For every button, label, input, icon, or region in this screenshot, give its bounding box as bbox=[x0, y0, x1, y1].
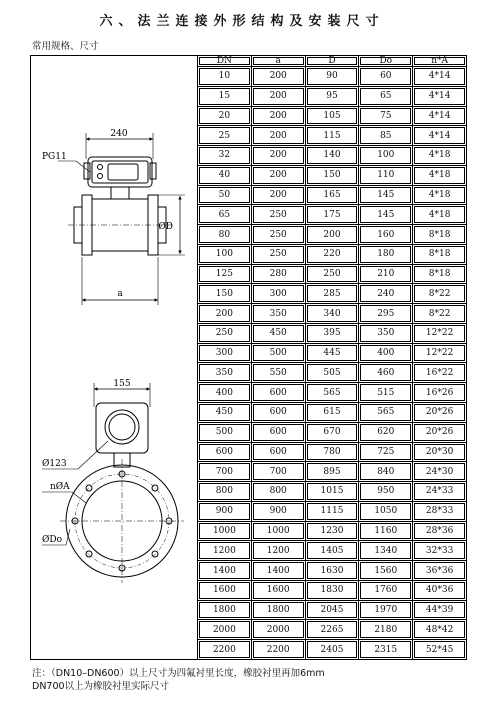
table-cell: 145 bbox=[359, 185, 413, 205]
dim-240-label: 240 bbox=[110, 129, 128, 139]
table-cell: 24*30 bbox=[413, 462, 467, 482]
table-cell: 24*33 bbox=[413, 482, 467, 502]
table-cell: 8*22 bbox=[413, 304, 467, 324]
table-row bbox=[198, 541, 467, 561]
table-cell: 95 bbox=[305, 86, 359, 106]
table-cell: 2315 bbox=[359, 640, 413, 660]
table-cell: 565 bbox=[305, 383, 359, 403]
table-cell: 2000 bbox=[251, 620, 305, 640]
table-cell: 40 bbox=[198, 165, 252, 185]
table-cell: 1630 bbox=[305, 561, 359, 581]
table-cell: 75 bbox=[359, 106, 413, 126]
table-cell: 65 bbox=[359, 86, 413, 106]
table-cell: 500 bbox=[198, 422, 252, 442]
table-cell: 500 bbox=[251, 343, 305, 363]
table-cell: 200 bbox=[251, 146, 305, 166]
table-cell: 1340 bbox=[359, 541, 413, 561]
page-subtitle: 常用规格、尺寸 bbox=[32, 41, 99, 52]
table-row bbox=[198, 225, 467, 245]
footnote-line-2: DN700以上为橡胶衬里实际尺寸 bbox=[32, 681, 170, 692]
table-cell: 10 bbox=[198, 67, 252, 87]
header-dn: DN bbox=[198, 56, 252, 67]
table-cell: 4*18 bbox=[413, 165, 467, 185]
table-cell: 16*22 bbox=[413, 363, 467, 383]
table-cell: 2200 bbox=[198, 640, 252, 660]
table-cell: 80 bbox=[198, 225, 252, 245]
table-cell: 1760 bbox=[359, 580, 413, 600]
table-cell: 200 bbox=[251, 106, 305, 126]
table-row bbox=[198, 620, 467, 640]
table-cell: 300 bbox=[198, 343, 252, 363]
table-cell: 165 bbox=[305, 185, 359, 205]
table-cell: 800 bbox=[251, 482, 305, 502]
table-cell: 50 bbox=[198, 185, 252, 205]
side-view bbox=[58, 133, 185, 305]
table-row bbox=[198, 67, 467, 87]
table-cell: 32 bbox=[198, 146, 252, 166]
table-cell: 600 bbox=[198, 442, 252, 462]
table-cell: 1400 bbox=[198, 561, 252, 581]
header-na: n*A bbox=[413, 56, 467, 67]
header-do: Do bbox=[359, 56, 413, 67]
table-cell: 950 bbox=[359, 482, 413, 502]
table-cell: 250 bbox=[251, 244, 305, 264]
table-cell: 8*22 bbox=[413, 284, 467, 304]
table-cell: 150 bbox=[305, 165, 359, 185]
dim-phi-123-label: Ø123 bbox=[42, 459, 67, 469]
table-cell: 620 bbox=[359, 422, 413, 442]
table-cell: 700 bbox=[198, 462, 252, 482]
table-cell: 150 bbox=[198, 284, 252, 304]
table-cell: 395 bbox=[305, 323, 359, 343]
table-row bbox=[198, 403, 467, 423]
table-row bbox=[198, 442, 467, 462]
table-cell: 200 bbox=[251, 165, 305, 185]
table-row bbox=[198, 363, 467, 383]
table-cell: 16*26 bbox=[413, 383, 467, 403]
table-row bbox=[198, 640, 467, 660]
table-cell: 4*18 bbox=[413, 146, 467, 166]
table-row bbox=[198, 482, 467, 502]
table-row bbox=[198, 323, 467, 343]
table-cell: 48*42 bbox=[413, 620, 467, 640]
table-cell: 1560 bbox=[359, 561, 413, 581]
table-cell: 450 bbox=[198, 403, 252, 423]
table-cell: 200 bbox=[251, 86, 305, 106]
table-cell: 15 bbox=[198, 86, 252, 106]
table-cell: 450 bbox=[251, 323, 305, 343]
table-row bbox=[198, 126, 467, 146]
table-cell: 250 bbox=[251, 225, 305, 245]
table-row bbox=[198, 383, 467, 403]
table-cell: 65 bbox=[198, 205, 252, 225]
table-cell: 840 bbox=[359, 462, 413, 482]
table-cell: 140 bbox=[305, 146, 359, 166]
table-cell: 1830 bbox=[305, 580, 359, 600]
table-cell: 240 bbox=[359, 284, 413, 304]
table-row bbox=[198, 264, 467, 284]
table-cell: 4*18 bbox=[413, 205, 467, 225]
table-cell: 4*14 bbox=[413, 106, 467, 126]
table-cell: 600 bbox=[251, 422, 305, 442]
table-cell: 1800 bbox=[198, 600, 252, 620]
table-cell: 25 bbox=[198, 126, 252, 146]
table-cell: 210 bbox=[359, 264, 413, 284]
table-cell: 160 bbox=[359, 225, 413, 245]
table-body bbox=[198, 67, 467, 660]
table-cell: 200 bbox=[305, 225, 359, 245]
table-cell: 4*14 bbox=[413, 126, 467, 146]
table-cell: 180 bbox=[359, 244, 413, 264]
table-cell: 85 bbox=[359, 126, 413, 146]
table-row bbox=[198, 284, 467, 304]
dim-155-label: 155 bbox=[113, 379, 131, 389]
table-cell: 40*36 bbox=[413, 580, 467, 600]
table-cell: 1050 bbox=[359, 501, 413, 521]
table-header-row bbox=[198, 56, 467, 67]
table-cell: 400 bbox=[359, 343, 413, 363]
table-cell: 44*39 bbox=[413, 600, 467, 620]
table-cell: 1200 bbox=[198, 541, 252, 561]
table-cell: 1600 bbox=[251, 580, 305, 600]
table-row bbox=[198, 185, 467, 205]
table-cell: 2180 bbox=[359, 620, 413, 640]
table-cell: 1600 bbox=[198, 580, 252, 600]
table-cell: 36*36 bbox=[413, 561, 467, 581]
table-cell: 1800 bbox=[251, 600, 305, 620]
table-cell: 340 bbox=[305, 304, 359, 324]
table-cell: 4*14 bbox=[413, 67, 467, 87]
table-row bbox=[198, 205, 467, 225]
table-cell: 105 bbox=[305, 106, 359, 126]
dim-a-label: a bbox=[117, 289, 123, 299]
table-cell: 2045 bbox=[305, 600, 359, 620]
table-row bbox=[198, 146, 467, 166]
header-a: a bbox=[251, 56, 305, 67]
table-cell: 200 bbox=[251, 185, 305, 205]
table-cell: 780 bbox=[305, 442, 359, 462]
table-cell: 8*18 bbox=[413, 225, 467, 245]
table-cell: 1405 bbox=[305, 541, 359, 561]
table-cell: 4*14 bbox=[413, 86, 467, 106]
table-cell: 1200 bbox=[251, 541, 305, 561]
table-cell: 900 bbox=[251, 501, 305, 521]
table-cell: 565 bbox=[359, 403, 413, 423]
header-d: D bbox=[305, 56, 359, 67]
footnote-line-1: 注：（DN10–DN600）以上尺寸为四氟衬里长度，橡胶衬里再加6mm bbox=[32, 668, 325, 679]
table-cell: 350 bbox=[198, 363, 252, 383]
table-row bbox=[198, 304, 467, 324]
table-cell: 2000 bbox=[198, 620, 252, 640]
table-row bbox=[198, 343, 467, 363]
table-cell: 505 bbox=[305, 363, 359, 383]
table-row bbox=[198, 422, 467, 442]
table-cell: 32*33 bbox=[413, 541, 467, 561]
table-cell: 110 bbox=[359, 165, 413, 185]
table-cell: 600 bbox=[251, 442, 305, 462]
table-cell: 200 bbox=[198, 304, 252, 324]
table-row bbox=[198, 501, 467, 521]
table-cell: 145 bbox=[359, 205, 413, 225]
table-cell: 725 bbox=[359, 442, 413, 462]
table-row bbox=[198, 106, 467, 126]
table-cell: 100 bbox=[198, 244, 252, 264]
table-row bbox=[198, 521, 467, 541]
table-cell: 2265 bbox=[305, 620, 359, 640]
table-cell: 28*36 bbox=[413, 521, 467, 541]
table-cell: 1000 bbox=[198, 521, 252, 541]
table-cell: 800 bbox=[198, 482, 252, 502]
table-cell: 90 bbox=[305, 67, 359, 87]
table-cell: 900 bbox=[198, 501, 252, 521]
table-cell: 200 bbox=[251, 126, 305, 146]
table-cell: 20*26 bbox=[413, 422, 467, 442]
table-cell: 12*22 bbox=[413, 343, 467, 363]
table-cell: 100 bbox=[359, 146, 413, 166]
table-cell: 20 bbox=[198, 106, 252, 126]
table-row bbox=[198, 561, 467, 581]
table-cell: 200 bbox=[251, 67, 305, 87]
table-cell: 60 bbox=[359, 67, 413, 87]
table-cell: 550 bbox=[251, 363, 305, 383]
table-cell: 12*22 bbox=[413, 323, 467, 343]
table-row bbox=[198, 244, 467, 264]
table-row bbox=[198, 600, 467, 620]
table-row bbox=[198, 86, 467, 106]
table-cell: 1970 bbox=[359, 600, 413, 620]
table-cell: 295 bbox=[359, 304, 413, 324]
table-cell: 28*33 bbox=[413, 501, 467, 521]
table-cell: 400 bbox=[198, 383, 252, 403]
table-cell: 285 bbox=[305, 284, 359, 304]
table-cell: 1230 bbox=[305, 521, 359, 541]
table-cell: 300 bbox=[251, 284, 305, 304]
dim-n-phi-a-label: nØA bbox=[50, 482, 70, 492]
table-cell: 615 bbox=[305, 403, 359, 423]
table-cell: 2405 bbox=[305, 640, 359, 660]
footnote bbox=[32, 667, 325, 693]
table-cell: 4*18 bbox=[413, 185, 467, 205]
table-cell: 445 bbox=[305, 343, 359, 363]
table-cell: 515 bbox=[359, 383, 413, 403]
table-cell: 220 bbox=[305, 244, 359, 264]
table-cell: 600 bbox=[251, 403, 305, 423]
table-cell: 700 bbox=[251, 462, 305, 482]
table-cell: 1015 bbox=[305, 482, 359, 502]
table-cell: 350 bbox=[359, 323, 413, 343]
dim-phi-do-label: ØDo bbox=[42, 535, 63, 545]
table-cell: 250 bbox=[251, 205, 305, 225]
page-title: 六、法兰连接外形结构及安装尺寸 bbox=[99, 14, 385, 29]
table-cell: 2200 bbox=[251, 640, 305, 660]
table-cell: 280 bbox=[251, 264, 305, 284]
table-cell: 175 bbox=[305, 205, 359, 225]
table-cell: 1000 bbox=[251, 521, 305, 541]
table-cell: 670 bbox=[305, 422, 359, 442]
table-cell: 350 bbox=[251, 304, 305, 324]
table-cell: 1115 bbox=[305, 501, 359, 521]
table-cell: 1160 bbox=[359, 521, 413, 541]
table-row bbox=[198, 165, 467, 185]
table-cell: 115 bbox=[305, 126, 359, 146]
dim-phi-d-label: ØD bbox=[158, 222, 173, 232]
spec-table bbox=[197, 55, 467, 660]
table-row bbox=[198, 580, 467, 600]
table-cell: 125 bbox=[198, 264, 252, 284]
table-cell: 8*18 bbox=[413, 264, 467, 284]
table-cell: 460 bbox=[359, 363, 413, 383]
flowmeter-drawing bbox=[30, 55, 197, 660]
table-cell: 1400 bbox=[251, 561, 305, 581]
table-cell: 8*18 bbox=[413, 244, 467, 264]
table-cell: 20*30 bbox=[413, 442, 467, 462]
table-cell: 250 bbox=[305, 264, 359, 284]
table-cell: 250 bbox=[198, 323, 252, 343]
table-cell: 895 bbox=[305, 462, 359, 482]
table-row bbox=[198, 462, 467, 482]
table-cell: 600 bbox=[251, 383, 305, 403]
table-cell: 52*45 bbox=[413, 640, 467, 660]
table-cell: 20*26 bbox=[413, 403, 467, 423]
pg11-label: PG11 bbox=[42, 152, 67, 162]
